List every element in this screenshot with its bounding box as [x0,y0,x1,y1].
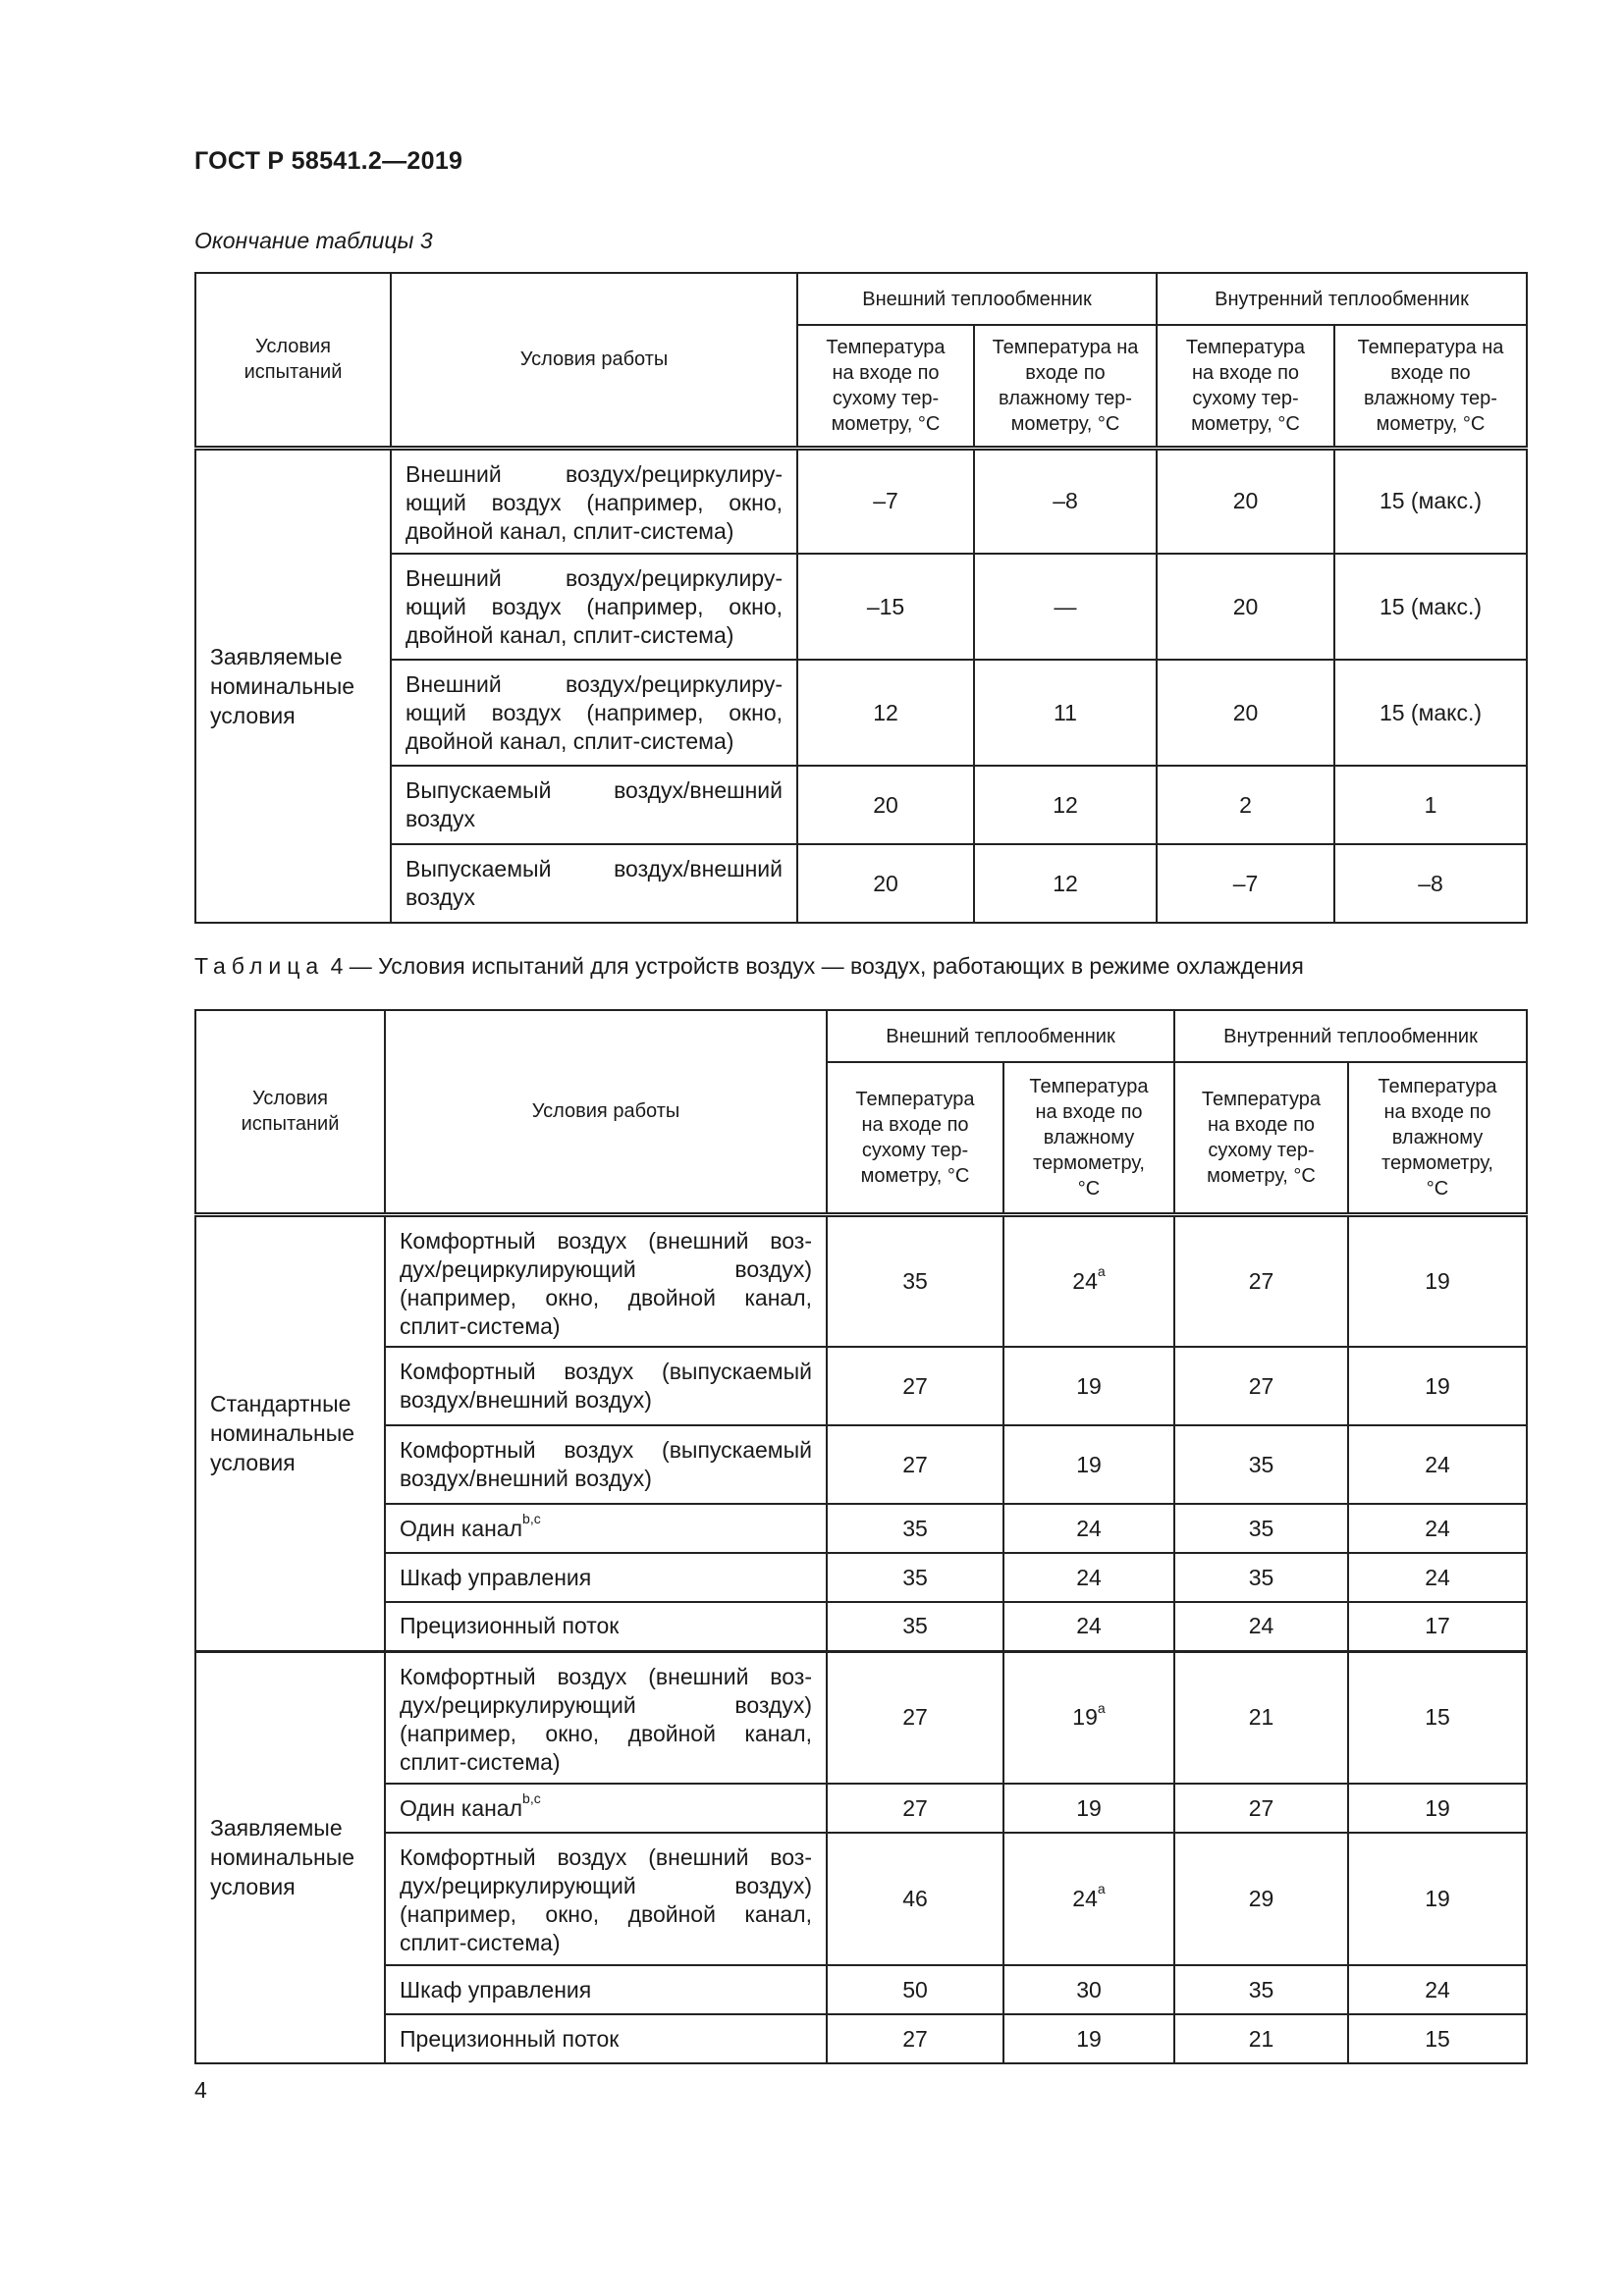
table-row [195,448,1527,554]
value-cell: 35 [1174,1504,1348,1553]
value-cell: 24$^a$ [1003,1214,1174,1347]
value-cell: 50 [827,1965,1003,2014]
value-cell: 27 [827,1425,1003,1504]
value-cell: 12 [974,844,1157,923]
value-cell: — [974,554,1157,660]
value-cell: 35 [1174,1965,1348,2014]
value-cell: 19 [1348,1784,1527,1833]
value-cell: 24$^a$ [1003,1833,1174,1965]
header-outdoor-wet: Температура на входе по влажному тер- мометру, °С [974,325,1157,448]
value-cell: 20 [797,844,974,923]
value-cell: 27 [1174,1347,1348,1425]
value-cell: 19 [1003,2014,1174,2063]
value-cell: 35 [1174,1425,1348,1504]
condition-cell: Прецизионный поток [385,2014,827,2063]
table-row [195,1965,1527,2014]
value-cell: 19 [1003,1425,1174,1504]
table-row [195,1214,1527,1347]
value-cell: –15 [797,554,974,660]
header-outdoor-dry: Температура на входе по сухому тер- мометру, °С [827,1062,1003,1214]
value-cell: 20 [1157,448,1334,554]
value-cell: 19 [1348,1347,1527,1425]
table-row [195,844,1527,923]
section-label: Заявляемые номинальные условия [195,1651,385,2063]
value-cell: 15 [1348,1651,1527,1784]
condition-cell: Внешний воздух/рециркулиру- ющий воздух (например, окно, двойной канал, сплит-система) [391,554,797,660]
value-cell: 20 [1157,554,1334,660]
table-row [195,2014,1527,2063]
value-cell: 15 (макс.) [1334,660,1527,766]
header-indoor-dry: Температура на входе по сухому тер- мометру, °С [1157,325,1334,448]
value-cell: –7 [1157,844,1334,923]
value-cell: 24 [1348,1425,1527,1504]
value-cell: 29 [1174,1833,1348,1965]
header-indoor-exchanger: Внутренний теплообменник [1157,273,1527,325]
value-cell: 1 [1334,766,1527,844]
value-cell: 35 [827,1504,1003,1553]
table-row [195,1553,1527,1602]
value-cell: 24 [1348,1504,1527,1553]
condition-cell: Комфортный воздух (выпускаемый воздух/внешний воздух) [385,1425,827,1504]
header-outdoor-exchanger: Внешний теплообменник [797,273,1157,325]
value-cell: 27 [1174,1214,1348,1347]
value-cell: 12 [974,766,1157,844]
value-cell: 17 [1348,1602,1527,1651]
value-cell: 35 [827,1602,1003,1651]
value-cell: –7 [797,448,974,554]
value-cell: 11 [974,660,1157,766]
value-cell: 19 [1348,1833,1527,1965]
value-cell: 20 [797,766,974,844]
value-cell: 19 [1003,1347,1174,1425]
condition-cell: Шкаф управления [385,1965,827,2014]
value-cell: 19 [1348,1214,1527,1347]
condition-cell: Комфортный воздух (внешний воз- дух/рециркулирующий воздух) (например, окно, двойной канал, сплит-система) [385,1214,827,1347]
value-cell: 35 [1174,1553,1348,1602]
table-4 [194,1009,1528,2064]
header-outdoor-dry: Температура на входе по сухому тер- мометру, °С [797,325,974,448]
condition-cell: Внешний воздух/рециркулиру- ющий воздух (например, окно, двойной канал, сплит-система) [391,448,797,554]
value-cell: 35 [827,1553,1003,1602]
header-outdoor-exchanger: Внешний теплообменник [827,1010,1174,1062]
header-test-conditions: Условия испытаний [195,273,391,448]
value-cell: 20 [1157,660,1334,766]
table-row [195,1602,1527,1651]
value-cell: 27 [827,1784,1003,1833]
condition-cell: Выпускаемый воздух/внешний воздух [391,844,797,923]
table-row [195,554,1527,660]
header-operating-conditions: Условия работы [385,1010,827,1214]
footnote-mark: b,c [522,1789,541,1806]
header-indoor-wet: Температура на входе по влажному тер- мометру, °С [1334,325,1527,448]
header-test-conditions: Условия испытаний [195,1010,385,1214]
table-row [195,1504,1527,1553]
value-cell: 46 [827,1833,1003,1965]
value-cell: 35 [827,1214,1003,1347]
value-cell: 15 [1348,2014,1527,2063]
value-cell: 24 [1003,1504,1174,1553]
condition-cell: Один канал$^{b,c}$ [385,1504,827,1553]
table-3 [194,272,1528,924]
value-cell: 21 [1174,1651,1348,1784]
header-operating-conditions: Условия работы [391,273,797,448]
table-row [195,1784,1527,1833]
condition-cell: Комфортный воздух (внешний воз- дух/рециркулирующий воздух) (например, окно, двойной канал, сплит-система) [385,1833,827,1965]
table-row [195,766,1527,844]
value-cell: 24 [1003,1602,1174,1651]
page-number: 4 [194,2077,207,2103]
value-cell: –8 [974,448,1157,554]
table-row [195,1651,1527,1784]
value-cell: 24 [1348,1553,1527,1602]
value-cell: –8 [1334,844,1527,923]
table3-continuation-caption: Окончание таблицы 3 [194,228,433,253]
value-cell: 24 [1348,1965,1527,2014]
value-cell: 19$^a$ [1003,1651,1174,1784]
footnote-mark: a [1097,1699,1106,1716]
section-label: Заявляемые номинальные условия [195,448,391,923]
condition-cell: Выпускаемый воздух/внешний воздух [391,766,797,844]
footnote-mark: a [1097,1881,1106,1897]
table-row [195,1347,1527,1425]
condition-cell: Комфортный воздух (выпускаемый воздух/внешний воздух) [385,1347,827,1425]
footnote-mark: a [1097,1263,1106,1280]
header-indoor-exchanger: Внутренний теплообменник [1174,1010,1527,1062]
header-outdoor-wet: Температура на входе по влажному термометру, °С [1003,1062,1174,1214]
condition-cell: Один канал$^{b,c}$ [385,1784,827,1833]
footnote-mark: b,c [522,1510,541,1526]
value-cell: 21 [1174,2014,1348,2063]
table-row [195,660,1527,766]
document-header: ГОСТ Р 58541.2—2019 [194,147,463,175]
value-cell: 2 [1157,766,1334,844]
header-indoor-wet: Температура на входе по влажному термометру, °С [1348,1062,1527,1214]
table-row [195,1425,1527,1504]
value-cell: 19 [1003,1784,1174,1833]
value-cell: 27 [827,2014,1003,2063]
condition-cell: Комфортный воздух (внешний воз- дух/рециркулирующий воздух) (например, окно, двойной канал, сплит-система) [385,1651,827,1784]
section-label: Стандартные номинальные условия [195,1214,385,1651]
value-cell: 27 [1174,1784,1348,1833]
value-cell: 30 [1003,1965,1174,2014]
condition-cell: Прецизионный поток [385,1602,827,1651]
value-cell: 12 [797,660,974,766]
value-cell: 27 [827,1347,1003,1425]
condition-cell: Внешний воздух/рециркулиру- ющий воздух (например, окно, двойной канал, сплит-система) [391,660,797,766]
value-cell: 24 [1174,1602,1348,1651]
value-cell: 15 (макс.) [1334,448,1527,554]
value-cell: 24 [1003,1553,1174,1602]
value-cell: 27 [827,1651,1003,1784]
table-row [195,1833,1527,1965]
table4-caption: Таблица 4 — Условия испытаний для устройств воздух — воздух, работающих в режиме охлаждения [194,953,1304,979]
header-indoor-dry: Температура на входе по сухому тер- мометру, °С [1174,1062,1348,1214]
value-cell: 15 (макс.) [1334,554,1527,660]
condition-cell: Шкаф управления [385,1553,827,1602]
